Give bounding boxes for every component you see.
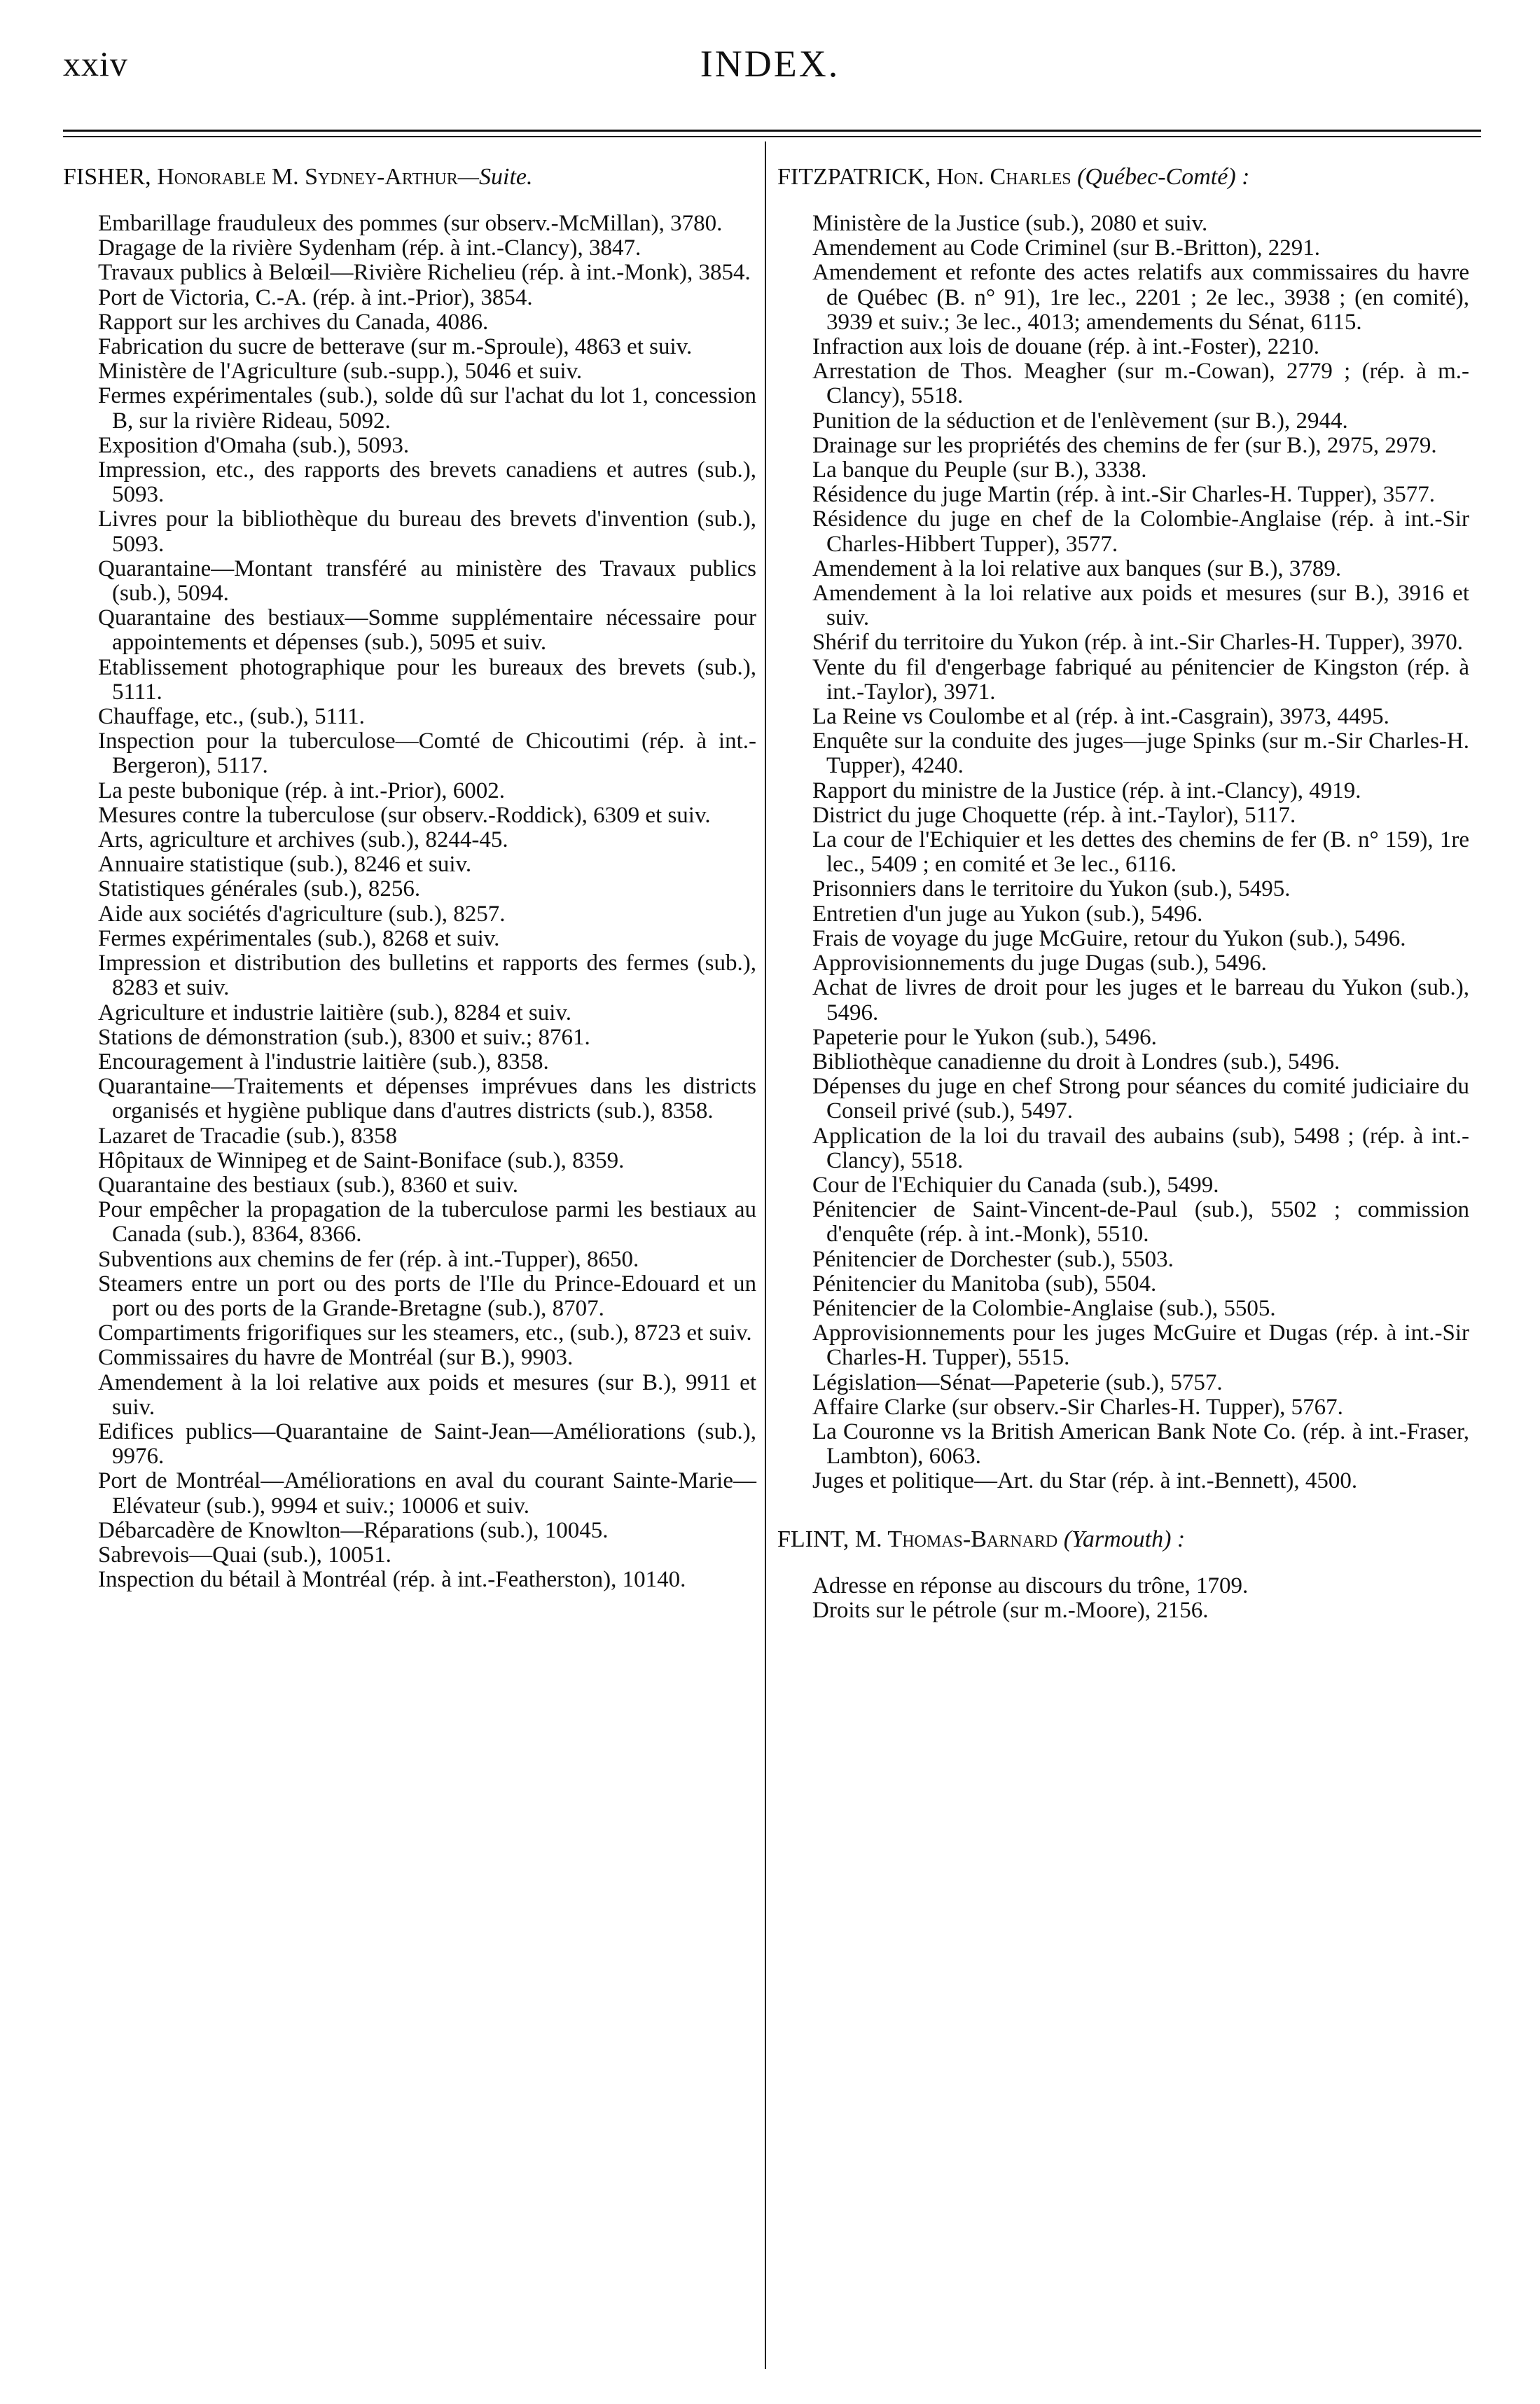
index-entry: La cour de l'Echiquier et les dettes des chemins de fer (B. n° 159), 1re lec., 5409 ; en comité et 3e lec., 6116. [812,827,1469,878]
index-entry: Ministère de la Justice (sub.), 2080 et suiv. [812,211,1208,236]
index-entry: Frais de voyage du juge McGuire, retour du Yukon (sub.), 5496. [812,925,1406,951]
heading-title: Honorable M. Sydney-Arthur [157,164,458,190]
index-entry: Subventions aux chemins de fer (rép. à int.-Tupper), 8650. [98,1246,639,1272]
index-entry: Bibliothèque canadienne du droit à Londres (sub.), 5496. [812,1049,1340,1075]
index-entry: Amendement et refonte des actes relatifs aux commissaires du havre de Québec (B. n° 91), 1re lec., 2201 ; 2e lec., 3938 ; (en comité), 3939 et suiv.; 3e lec., 4013; amendements du Sénat, 6115. [812,260,1469,335]
index-entry: Exposition d'Omaha (sub.), 5093. [98,432,410,458]
index-entry: Mesures contre la tuberculose (sur observ.-Roddick), 6309 et suiv. [98,802,711,828]
index-entry: Arrestation de Thos. Meagher (sur m.-Cowan), 2779 ; (rép. à m.-Clancy), 5518. [812,359,1469,409]
index-entry: Résidence du juge en chef de la Colombie-Anglaise (rép. à int.-Sir Charles-Hibbert Tupper), 3577. [812,506,1469,557]
section-heading-fitzpatrick [777,163,1478,192]
index-entry: Encouragement à l'industrie laitière (sub.), 8358. [98,1049,549,1075]
index-entry: Rapport sur les archives du Canada, 4086. [98,309,489,335]
index-entry: Amendement au Code Criminel (sur B.-Britton), 2291. [812,235,1320,261]
page-number: xxiv [63,44,128,83]
index-entry: Statistiques générales (sub.), 8256. [98,876,421,902]
index-entry: District du juge Choquette (rép. à int.-Taylor), 5117. [812,802,1296,828]
index-entry: Inspection du bétail à Montréal (rép. à int.-Featherston), 10140. [98,1567,686,1593]
index-entry: Shérif du territoire du Yukon (rép. à int.-Sir Charles-H. Tupper), 3970. [812,630,1464,656]
index-entry: Ministère de l'Agriculture (sub.-supp.), 5046 et suiv. [98,359,583,385]
index-entry: Papeterie pour le Yukon (sub.), 5496. [812,1024,1157,1050]
index-entry: Travaux publics à Belœil—Rivière Richelieu (rép. à int.-Monk), 3854. [98,260,751,286]
heading-suffix: —Suite. [457,164,533,190]
index-entry: Quarantaine des bestiaux—Somme supplémentaire nécessaire pour appointements et dépenses (sub.), 5095 et suiv. [98,605,756,656]
index-entry: Affaire Clarke (sur observ.-Sir Charles-H. Tupper), 5767. [812,1394,1343,1420]
index-entry: Quarantaine—Montant transféré au ministère des Travaux publics (sub.), 5094. [98,555,756,607]
index-entry: Fermes expérimentales (sub.), 8268 et suiv. [98,925,500,951]
index-entry: La banque du Peuple (sur B.), 3338. [812,457,1147,483]
index-entry: Approvisionnements pour les juges McGuire et Dugas (rép. à int.-Sir Charles-H. Tupper), 5515. [812,1320,1469,1371]
index-entry: Prisonniers dans le territoire du Yukon (sub.), 5495. [812,876,1291,902]
index-entry: Etablissement photographique pour les bureaux des brevets (sub.), 5111. [98,654,756,705]
index-entry: Amendement à la loi relative aux banques (sur B.), 3789. [812,555,1342,581]
index-entry: Quarantaine—Traitements et dépenses imprévues dans les districts organisés et hygiène publique dans d'autres districts (sub.), 8358. [98,1074,756,1124]
header-rule [63,130,1481,132]
index-entry: Lazaret de Tracadie (sub.), 8358 [98,1123,398,1149]
index-entry: Embarillage frauduleux des pommes (sur observ.-McMillan), 3780. [98,211,723,236]
index-entry: Port de Montréal—Améliorations en aval du courant Sainte-Marie—Elévateur (sub.), 9994 et suiv.; 10006 et suiv. [98,1468,756,1519]
index-entry: Agriculture et industrie laitière (sub.), 8284 et suiv. [98,1000,572,1025]
index-entry: Port de Victoria, C.-A. (rép. à int.-Prior), 3854. [98,284,533,310]
entry-list [63,212,756,1592]
index-entry: La Couronne vs la British American Bank Note Co. (rép. à int.-Fraser, Lambton), 6063. [812,1418,1469,1470]
index-entry: Sabrevois—Quai (sub.), 10051. [98,1542,391,1568]
index-entry: Dépenses du juge en chef Strong pour séances du comité judiciaire du Conseil privé (sub.), 5497. [812,1074,1469,1124]
index-entry: Hôpitaux de Winnipeg et de Saint-Boniface (sub.), 8359. [98,1147,625,1173]
left-column [63,163,756,1592]
index-entry: Cour de l'Echiquier du Canada (sub.), 5499. [812,1172,1219,1198]
index-entry: Vente du fil d'engerbage fabriqué au pénitencier de Kingston (rép. à int.-Taylor), 3971. [812,654,1469,705]
index-entry: Amendement à la loi relative aux poids et mesures (sur B.), 3916 et suiv. [812,581,1469,631]
right-column [777,163,1478,1623]
index-entry: Enquête sur la conduite des juges—juge Spinks (sur m.-Sir Charles-H. Tupper), 4240. [812,728,1469,779]
heading-name: FITZPATRICK, [777,164,931,190]
heading-suffix: (Yarmouth) : [1063,1526,1186,1552]
index-entry: Infraction aux lois de douane (rép. à int.-Foster), 2210. [812,334,1319,360]
index-entry: Quarantaine des bestiaux (sub.), 8360 et suiv. [98,1172,518,1198]
index-entry: Impression, etc., des rapports des brevets canadiens et autres (sub.), 5093. [98,457,756,508]
index-entry: Approvisionnements du juge Dugas (sub.), 5496. [812,951,1267,976]
entry-list [777,212,1478,1494]
index-entry: Inspection pour la tuberculose—Comté de Chicoutimi (rép. à int.-Bergeron), 5117. [98,728,756,779]
index-entry: Pénitencier de la Colombie-Anglaise (sub.), 5505. [812,1295,1276,1321]
index-entry: Débarcadère de Knowlton—Réparations (sub.), 10045. [98,1517,609,1543]
heading-title: Hon. Charles [936,164,1071,190]
index-entry: Pénitencier de Dorchester (sub.), 5503. [812,1246,1174,1272]
heading-name: FLINT, [777,1526,849,1552]
index-entry: La Reine vs Coulombe et al (rép. à int.-Casgrain), 3973, 4495. [812,704,1389,730]
heading-name: FISHER, [63,164,151,190]
index-entry: Pénitencier du Manitoba (sub), 5504. [812,1271,1157,1297]
index-entry: Stations de démonstration (sub.), 8300 et suiv.; 8761. [98,1024,590,1050]
entry-list [777,1574,1478,1623]
index-entry: Adresse en réponse au discours du trône, 1709. [812,1573,1249,1598]
page-title: INDEX. [700,43,840,85]
index-entry: Dragage de la rivière Sydenham (rép. à int.-Clancy), 3847. [98,235,641,261]
index-entry: Fermes expérimentales (sub.), solde dû sur l'achat du lot 1, concession B, sur la rivière Rideau, 5092. [98,383,756,434]
index-entry: Juges et politique—Art. du Star (rép. à int.-Bennett), 4500. [812,1468,1358,1494]
heading-suffix: (Québec-Comté) : [1077,164,1250,190]
index-entry: Steamers entre un port ou des ports de l'Ile du Prince-Edouard et un port ou des ports de la Grande-Bretagne (sub.), 8707. [98,1271,756,1321]
index-entry: Annuaire statistique (sub.), 8246 et suiv. [98,852,472,878]
header-rule-double [63,136,1481,137]
section-heading-fisher [63,163,756,192]
column-divider [765,141,766,2369]
index-entry: Application de la loi du travail des aubains (sub), 5498 ; (rép. à int.-Clancy), 5518. [812,1123,1469,1173]
index-entry: Commissaires du havre de Montréal (sur B.), 9903. [98,1345,574,1371]
index-entry: Pour empêcher la propagation de la tuberculose parmi les bestiaux au Canada (sub.), 8364, 8366. [98,1197,756,1248]
index-entry: Entretien d'un juge au Yukon (sub.), 5496. [812,901,1203,927]
index-entry: Pénitencier de Saint-Vincent-de-Paul (sub.), 5502 ; commission d'enquête (rép. à int.-Monk), 5510. [812,1197,1469,1248]
index-entry: Législation—Sénat—Papeterie (sub.), 5757. [812,1369,1223,1395]
index-entry: Impression et distribution des bulletins et rapports des fermes (sub.), 8283 et suiv. [98,951,756,1001]
index-entry: La peste bubonique (rép. à int.-Prior), 6002. [98,778,506,803]
index-entry: Aide aux sociétés d'agriculture (sub.), 8257. [98,901,506,927]
index-entry: Résidence du juge Martin (rép. à int.-Sir Charles-H. Tupper), 3577. [812,482,1436,508]
index-entry: Arts, agriculture et archives (sub.), 8244-45. [98,827,508,853]
index-entry: Chauffage, etc., (sub.), 5111. [98,704,365,730]
index-entry: Fabrication du sucre de betterave (sur m.-Sproule), 4863 et suiv. [98,334,693,360]
index-entry: Droits sur le pétrole (sur m.-Moore), 2156. [812,1597,1209,1623]
index-entry: Achat de livres de droit pour les juges et le barreau du Yukon (sub.), 5496. [812,975,1469,1025]
index-entry: Compartiments frigorifiques sur les steamers, etc., (sub.), 8723 et suiv. [98,1320,752,1346]
index-entry: Drainage sur les propriétés des chemins de fer (sur B.), 2975, 2979. [812,432,1437,458]
index-entry: Rapport du ministre de la Justice (rép. à int.-Clancy), 4919. [812,778,1361,803]
index-entry: Amendement à la loi relative aux poids et mesures (sur B.), 9911 et suiv. [98,1369,756,1420]
index-entry: Edifices publics—Quarantaine de Saint-Jean—Améliorations (sub.), 9976. [98,1418,756,1470]
index-entry: Livres pour la bibliothèque du bureau des brevets d'invention (sub.), 5093. [98,506,756,557]
index-entry: Punition de la séduction et de l'enlèvement (sur B.), 2944. [812,408,1348,434]
page-header [0,0,1540,126]
section-heading-flint [777,1525,1478,1554]
heading-title: M. Thomas-Barnard [854,1526,1058,1552]
